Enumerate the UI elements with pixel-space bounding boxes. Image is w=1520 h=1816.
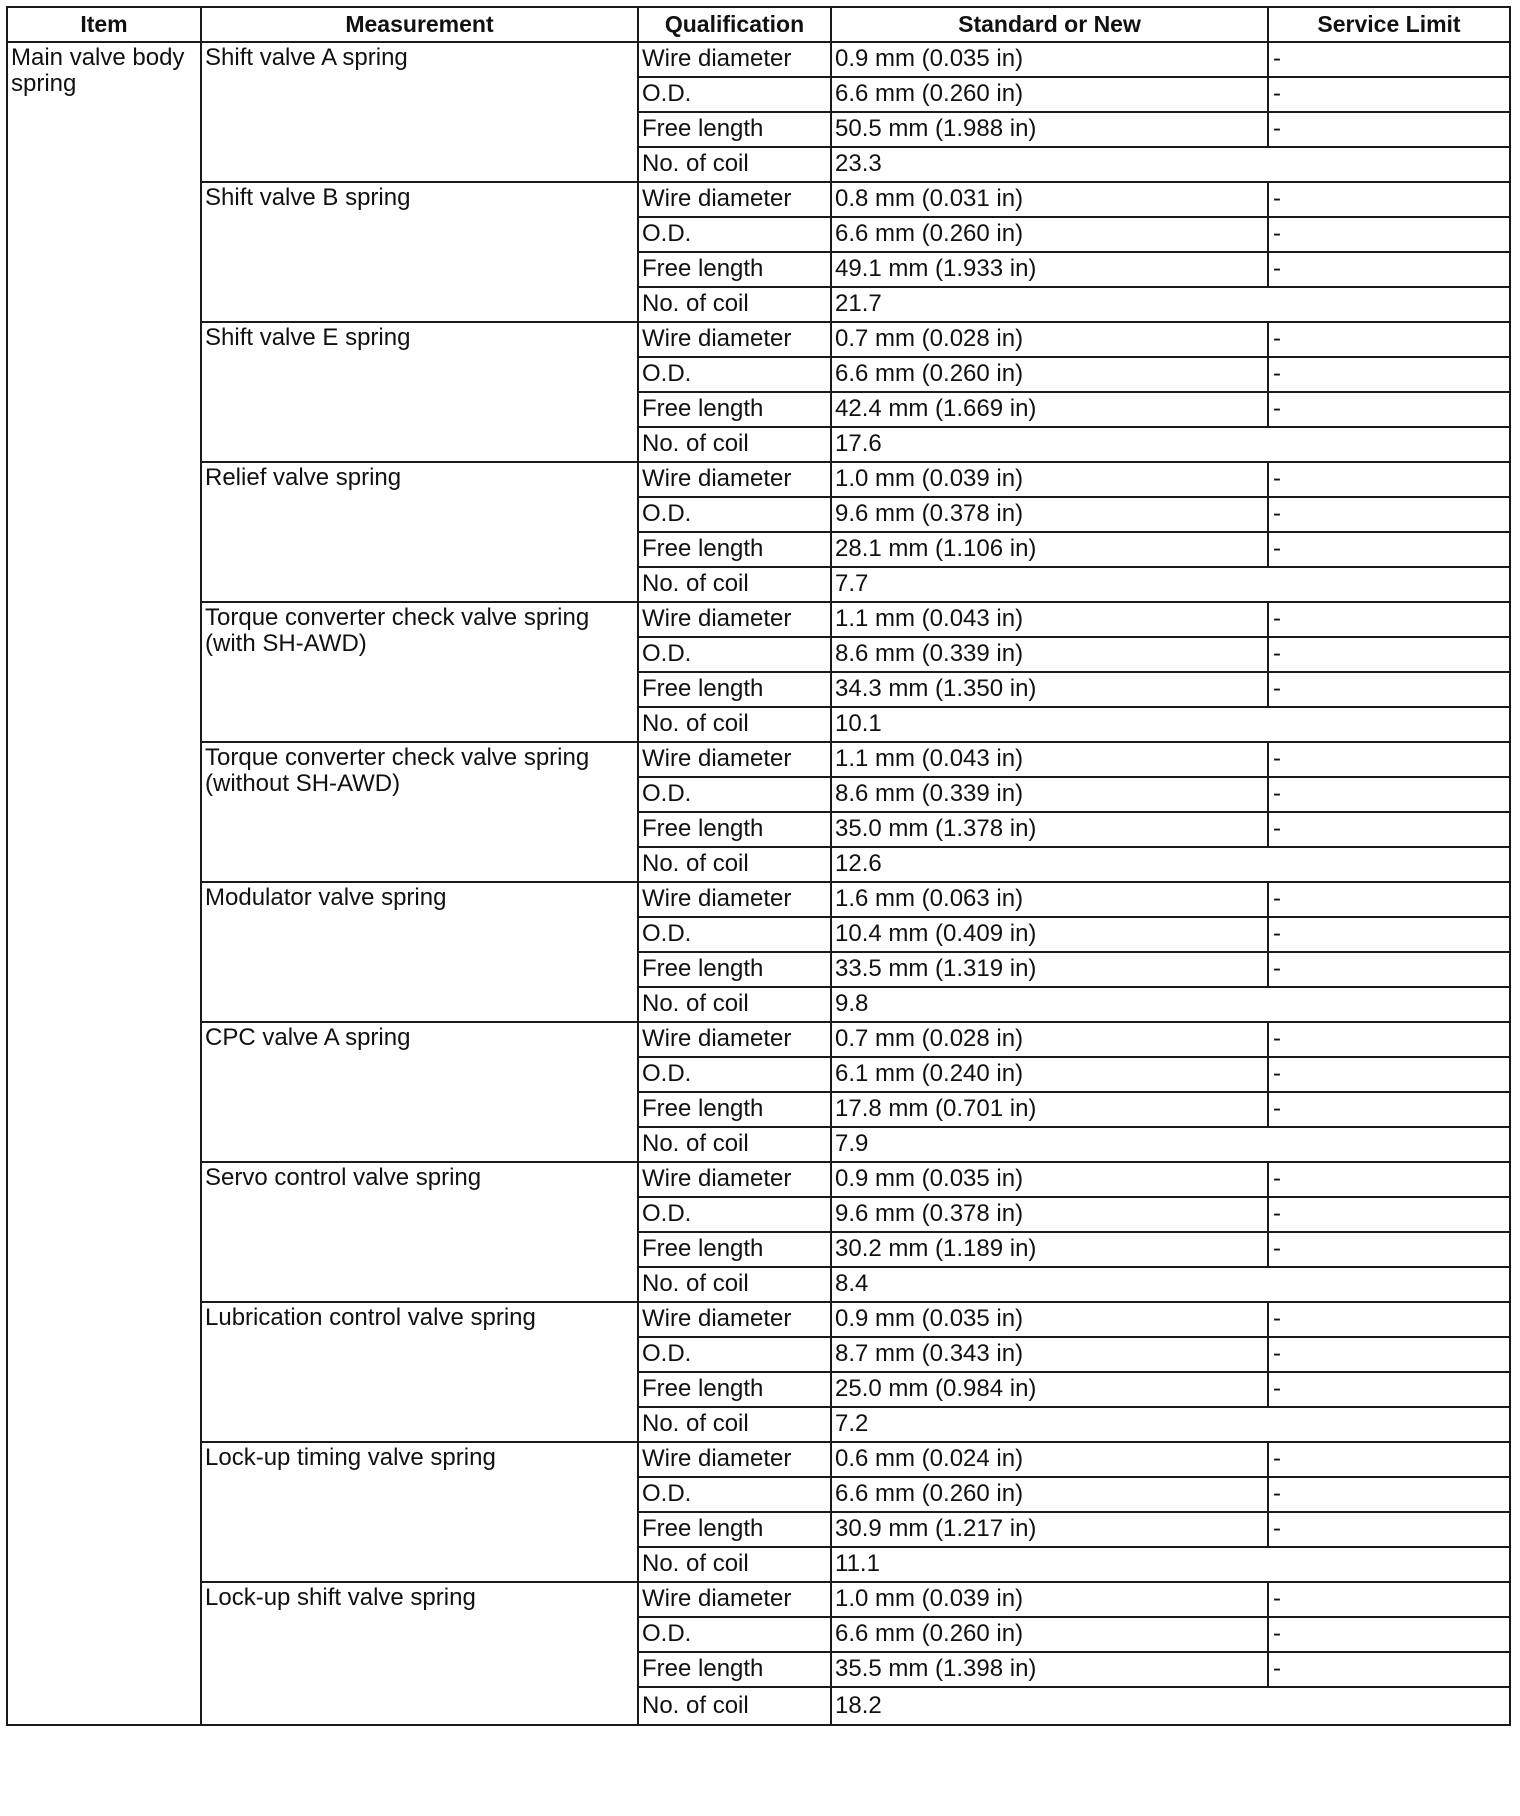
qualification-cell: No. of coil (638, 147, 831, 182)
service-limit-cell: - (1268, 812, 1510, 847)
qualification-cell: Free length (638, 252, 831, 287)
qualification-cell: Free length (638, 392, 831, 427)
service-limit-cell: - (1268, 1162, 1510, 1197)
qualification-cell: O.D. (638, 77, 831, 112)
service-limit-cell: - (1268, 1302, 1510, 1337)
service-limit-cell: - (1268, 182, 1510, 217)
service-limit-cell: - (1268, 357, 1510, 392)
measurement-cell: Shift valve B spring (201, 182, 638, 322)
standard-value-cell: 6.1 mm (0.240 in) (831, 1057, 1268, 1092)
standard-value-cell: 7.9 (831, 1127, 1510, 1162)
qualification-cell: No. of coil (638, 1267, 831, 1302)
qualification-cell: O.D. (638, 497, 831, 532)
service-limit-cell: - (1268, 1022, 1510, 1057)
standard-value-cell: 1.1 mm (0.043 in) (831, 602, 1268, 637)
standard-value-cell: 11.1 (831, 1547, 1510, 1582)
service-limit-cell: - (1268, 112, 1510, 147)
service-limit-cell: - (1268, 1442, 1510, 1477)
header-service-limit: Service Limit (1268, 7, 1510, 42)
service-limit-cell: - (1268, 77, 1510, 112)
measurement-cell: Torque converter check valve spring (with SH-AWD) (201, 602, 638, 742)
standard-value-cell: 1.0 mm (0.039 in) (831, 462, 1268, 497)
header-qualification: Qualification (638, 7, 831, 42)
qualification-cell: Free length (638, 812, 831, 847)
service-limit-cell: - (1268, 392, 1510, 427)
standard-value-cell: 12.6 (831, 847, 1510, 882)
qualification-cell: No. of coil (638, 567, 831, 602)
qualification-cell: No. of coil (638, 1547, 831, 1582)
standard-value-cell: 8.7 mm (0.343 in) (831, 1337, 1268, 1372)
standard-value-cell: 21.7 (831, 287, 1510, 322)
service-limit-cell: - (1268, 322, 1510, 357)
service-limit-cell: - (1268, 1512, 1510, 1547)
qualification-cell: No. of coil (638, 707, 831, 742)
standard-value-cell: 50.5 mm (1.988 in) (831, 112, 1268, 147)
standard-value-cell: 6.6 mm (0.260 in) (831, 1477, 1268, 1512)
qualification-cell: Free length (638, 112, 831, 147)
table-row (7, 742, 1510, 777)
service-limit-cell: - (1268, 1652, 1510, 1687)
table-row (7, 1582, 1510, 1617)
qualification-cell: Free length (638, 1232, 831, 1267)
standard-value-cell: 30.9 mm (1.217 in) (831, 1512, 1268, 1547)
measurement-cell: Relief valve spring (201, 462, 638, 602)
standard-value-cell: 42.4 mm (1.669 in) (831, 392, 1268, 427)
qualification-cell: No. of coil (638, 287, 831, 322)
standard-value-cell: 28.1 mm (1.106 in) (831, 532, 1268, 567)
table-row (7, 182, 1510, 217)
qualification-cell: O.D. (638, 1197, 831, 1232)
standard-value-cell: 0.9 mm (0.035 in) (831, 42, 1268, 77)
qualification-cell: Wire diameter (638, 602, 831, 637)
service-limit-cell: - (1268, 1372, 1510, 1407)
standard-value-cell: 30.2 mm (1.189 in) (831, 1232, 1268, 1267)
standard-value-cell: 9.6 mm (0.378 in) (831, 1197, 1268, 1232)
table-row (7, 1442, 1510, 1477)
standard-value-cell: 9.6 mm (0.378 in) (831, 497, 1268, 532)
standard-value-cell: 7.7 (831, 567, 1510, 602)
standard-value-cell: 9.8 (831, 987, 1510, 1022)
standard-value-cell: 10.4 mm (0.409 in) (831, 917, 1268, 952)
qualification-cell: O.D. (638, 917, 831, 952)
standard-value-cell: 6.6 mm (0.260 in) (831, 357, 1268, 392)
qualification-cell: O.D. (638, 357, 831, 392)
measurement-cell: CPC valve A spring (201, 1022, 638, 1162)
qualification-cell: Wire diameter (638, 882, 831, 917)
qualification-cell: Wire diameter (638, 322, 831, 357)
qualification-cell: Wire diameter (638, 1302, 831, 1337)
qualification-cell: Free length (638, 1092, 831, 1127)
service-limit-cell: - (1268, 742, 1510, 777)
table-row (7, 1022, 1510, 1057)
service-limit-cell: - (1268, 1617, 1510, 1652)
service-limit-cell: - (1268, 882, 1510, 917)
measurement-cell: Servo control valve spring (201, 1162, 638, 1302)
qualification-cell: O.D. (638, 1337, 831, 1372)
measurement-cell: Lock-up timing valve spring (201, 1442, 638, 1582)
service-limit-cell: - (1268, 42, 1510, 77)
service-limit-cell: - (1268, 1232, 1510, 1267)
qualification-cell: O.D. (638, 1617, 831, 1652)
qualification-cell: Wire diameter (638, 742, 831, 777)
qualification-cell: Wire diameter (638, 1442, 831, 1477)
standard-value-cell: 17.6 (831, 427, 1510, 462)
spec-body (7, 42, 1510, 1725)
standard-value-cell: 1.6 mm (0.063 in) (831, 882, 1268, 917)
standard-value-cell: 17.8 mm (0.701 in) (831, 1092, 1268, 1127)
qualification-cell: Wire diameter (638, 462, 831, 497)
table-row (7, 42, 1510, 77)
standard-value-cell: 7.2 (831, 1407, 1510, 1442)
measurement-cell: Modulator valve spring (201, 882, 638, 1022)
measurement-cell: Lock-up shift valve spring (201, 1582, 638, 1725)
qualification-cell: No. of coil (638, 1687, 831, 1725)
qualification-cell: Wire diameter (638, 182, 831, 217)
service-limit-cell: - (1268, 1337, 1510, 1372)
standard-value-cell: 1.1 mm (0.043 in) (831, 742, 1268, 777)
standard-value-cell: 8.6 mm (0.339 in) (831, 637, 1268, 672)
qualification-cell: O.D. (638, 637, 831, 672)
header-standard: Standard or New (831, 7, 1268, 42)
standard-value-cell: 23.3 (831, 147, 1510, 182)
standard-value-cell: 10.1 (831, 707, 1510, 742)
service-limit-cell: - (1268, 952, 1510, 987)
standard-value-cell: 1.0 mm (0.039 in) (831, 1582, 1268, 1617)
service-limit-cell: - (1268, 1057, 1510, 1092)
service-limit-cell: - (1268, 637, 1510, 672)
spec-table (6, 6, 1511, 1726)
standard-value-cell: 6.6 mm (0.260 in) (831, 77, 1268, 112)
standard-value-cell: 49.1 mm (1.933 in) (831, 252, 1268, 287)
service-limit-cell: - (1268, 252, 1510, 287)
qualification-cell: No. of coil (638, 847, 831, 882)
table-row (7, 462, 1510, 497)
standard-value-cell: 0.8 mm (0.031 in) (831, 182, 1268, 217)
table-row (7, 1302, 1510, 1337)
qualification-cell: Free length (638, 952, 831, 987)
qualification-cell: Free length (638, 532, 831, 567)
standard-value-cell: 35.5 mm (1.398 in) (831, 1652, 1268, 1687)
table-row (7, 602, 1510, 637)
standard-value-cell: 6.6 mm (0.260 in) (831, 217, 1268, 252)
service-limit-cell: - (1268, 1477, 1510, 1512)
item-cell: Main valve body spring (7, 42, 201, 1725)
qualification-cell: Free length (638, 1372, 831, 1407)
standard-value-cell: 0.6 mm (0.024 in) (831, 1442, 1268, 1477)
measurement-cell: Lubrication control valve spring (201, 1302, 638, 1442)
standard-value-cell: 0.7 mm (0.028 in) (831, 1022, 1268, 1057)
service-limit-cell: - (1268, 217, 1510, 252)
qualification-cell: Wire diameter (638, 1582, 831, 1617)
qualification-cell: No. of coil (638, 987, 831, 1022)
standard-value-cell: 34.3 mm (1.350 in) (831, 672, 1268, 707)
qualification-cell: No. of coil (638, 1127, 831, 1162)
qualification-cell: Free length (638, 1652, 831, 1687)
measurement-cell: Torque converter check valve spring (without SH-AWD) (201, 742, 638, 882)
service-limit-cell: - (1268, 462, 1510, 497)
service-limit-cell: - (1268, 672, 1510, 707)
standard-value-cell: 0.9 mm (0.035 in) (831, 1302, 1268, 1337)
qualification-cell: O.D. (638, 217, 831, 252)
qualification-cell: O.D. (638, 1057, 831, 1092)
qualification-cell: O.D. (638, 777, 831, 812)
standard-value-cell: 0.7 mm (0.028 in) (831, 322, 1268, 357)
standard-value-cell: 25.0 mm (0.984 in) (831, 1372, 1268, 1407)
service-limit-cell: - (1268, 1197, 1510, 1232)
service-limit-cell: - (1268, 497, 1510, 532)
service-limit-cell: - (1268, 532, 1510, 567)
qualification-cell: Free length (638, 672, 831, 707)
qualification-cell: No. of coil (638, 427, 831, 462)
service-limit-cell: - (1268, 1582, 1510, 1617)
standard-value-cell: 6.6 mm (0.260 in) (831, 1617, 1268, 1652)
qualification-cell: Free length (638, 1512, 831, 1547)
service-limit-cell: - (1268, 602, 1510, 637)
standard-value-cell: 8.4 (831, 1267, 1510, 1302)
qualification-cell: O.D. (638, 1477, 831, 1512)
standard-value-cell: 8.6 mm (0.339 in) (831, 777, 1268, 812)
service-limit-cell: - (1268, 777, 1510, 812)
table-row (7, 882, 1510, 917)
standard-value-cell: 0.9 mm (0.035 in) (831, 1162, 1268, 1197)
header-item: Item (7, 7, 201, 42)
qualification-cell: Wire diameter (638, 1162, 831, 1197)
service-limit-cell: - (1268, 917, 1510, 952)
measurement-cell: Shift valve A spring (201, 42, 638, 182)
table-row (7, 1162, 1510, 1197)
standard-value-cell: 33.5 mm (1.319 in) (831, 952, 1268, 987)
service-limit-cell: - (1268, 1092, 1510, 1127)
header-row (7, 7, 1510, 42)
table-row (7, 322, 1510, 357)
header-measurement: Measurement (201, 7, 638, 42)
qualification-cell: Wire diameter (638, 42, 831, 77)
measurement-cell: Shift valve E spring (201, 322, 638, 462)
qualification-cell: Wire diameter (638, 1022, 831, 1057)
standard-value-cell: 35.0 mm (1.378 in) (831, 812, 1268, 847)
qualification-cell: No. of coil (638, 1407, 831, 1442)
standard-value-cell: 18.2 (831, 1687, 1510, 1725)
